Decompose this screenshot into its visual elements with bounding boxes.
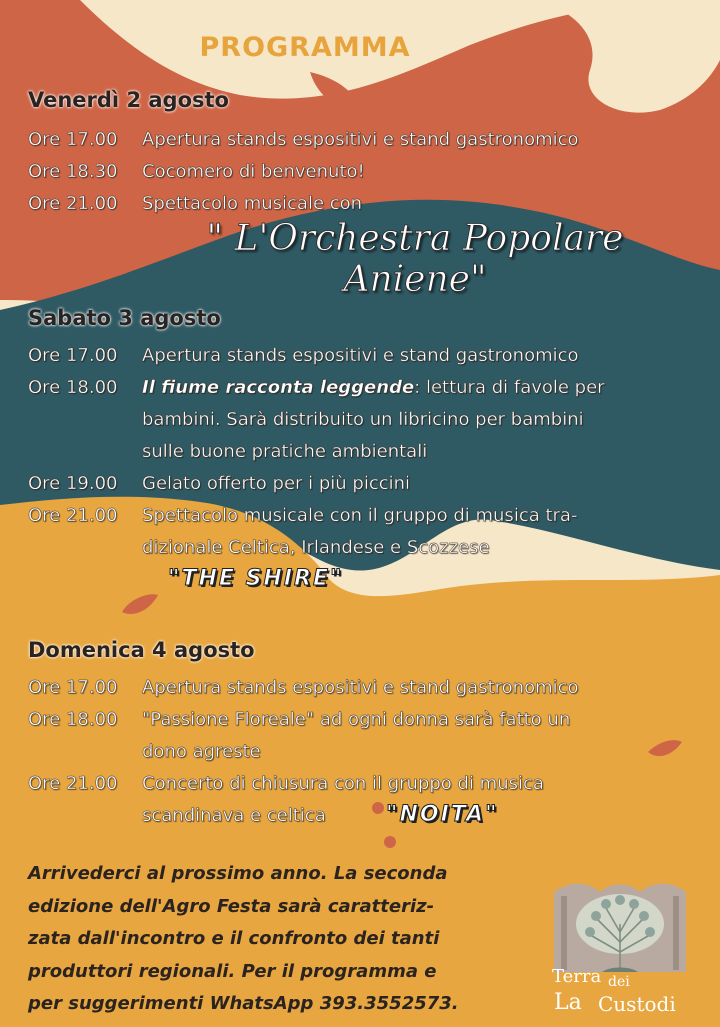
event-desc-text: scandinava e celtica xyxy=(142,805,326,826)
event-row xyxy=(28,188,700,220)
day-heading-friday: Venerdì 2 agosto xyxy=(28,88,229,112)
event-row xyxy=(28,768,700,832)
featured-band-the-shire: "THE SHIRE" xyxy=(168,566,344,591)
event-desc: Apertura stands espositivi e stand gastronomico xyxy=(142,129,579,150)
event-desc-text: dono agreste xyxy=(142,741,261,762)
event-desc-text: Concerto di chiusura con il gruppo di musica xyxy=(142,773,544,794)
event-desc-text: "Passione Floreale" ad ogni donna sarà fatto un xyxy=(142,709,571,730)
day-heading-sunday: Domenica 4 agosto xyxy=(28,638,255,662)
event-desc-text: : lettura di favole per xyxy=(414,377,605,398)
event-time: Ore 17.00 xyxy=(28,129,118,150)
event-time: Ore 17.00 xyxy=(28,345,118,366)
closing-line: produttori regionali. Per il programma e xyxy=(28,960,437,982)
logo-text-dei: dei xyxy=(608,974,630,990)
event-desc: Spettacolo musicale con xyxy=(142,193,363,214)
featured-artist-orchestra: " L'Orchestra Popolare Aniene" xyxy=(206,218,624,300)
event-time: Ore 21.00 xyxy=(28,193,118,214)
event-row xyxy=(28,372,700,468)
event-time: Ore 19.00 xyxy=(28,473,118,494)
event-row xyxy=(28,156,700,188)
event-desc xyxy=(142,704,700,768)
logo-text-custodi: Custodi xyxy=(598,992,676,1016)
day-heading-saturday: Sabato 3 agosto xyxy=(28,306,221,330)
event-time: Ore 18.00 xyxy=(28,709,118,730)
event-desc: Apertura stands espositivi e stand gastronomico xyxy=(142,345,579,366)
event-row xyxy=(28,124,700,156)
event-time: Ore 18.30 xyxy=(28,161,118,182)
event-desc-text: Spettacolo musicale con il gruppo di musica tra- xyxy=(142,505,578,526)
closing-line: Arrivederci al prossimo anno. La seconda xyxy=(28,863,448,884)
event-desc: Gelato offerto per i più piccini xyxy=(142,473,411,494)
closing-line: zata dall'incontro e il confronto dei tanti xyxy=(28,928,440,949)
closing-line: per suggerimenti WhatsApp 393.3552573. xyxy=(28,993,459,1014)
event-desc: Cocomero di benvenuto! xyxy=(142,161,365,182)
featured-band-noita: "NOITA" xyxy=(386,802,499,827)
event-desc-highlight: Il fiume racconta leggende xyxy=(142,377,415,398)
closing-paragraph xyxy=(28,858,518,1021)
event-desc-text: sulle buone pratiche ambientali xyxy=(142,441,428,462)
terra-dei-custodi-logo xyxy=(540,862,700,1022)
event-time: Ore 21.00 xyxy=(28,505,118,526)
event-desc: Apertura stands espositivi e stand gastronomico xyxy=(142,677,579,698)
event-desc-text: dizionale Celtica, Irlandese e Scozzese xyxy=(142,537,490,558)
event-row xyxy=(28,500,700,564)
event-desc xyxy=(142,500,700,564)
event-desc-text: bambini. Sarà distribuito un libricino per bambini xyxy=(142,409,584,430)
event-row xyxy=(28,340,700,372)
event-time: Ore 17.00 xyxy=(28,677,118,698)
event-time: Ore 18.00 xyxy=(28,377,118,398)
event-time: Ore 21.00 xyxy=(28,773,118,794)
logo-text-terra: Terra xyxy=(552,966,602,987)
event-desc xyxy=(142,372,700,468)
event-row xyxy=(28,672,700,704)
closing-line: edizione dell'Agro Festa sarà caratteriz- xyxy=(28,895,435,917)
page-title: PROGRAMMA xyxy=(199,32,411,63)
event-row xyxy=(28,704,700,768)
logo-text-la: La xyxy=(554,990,582,1015)
event-row xyxy=(28,468,700,500)
